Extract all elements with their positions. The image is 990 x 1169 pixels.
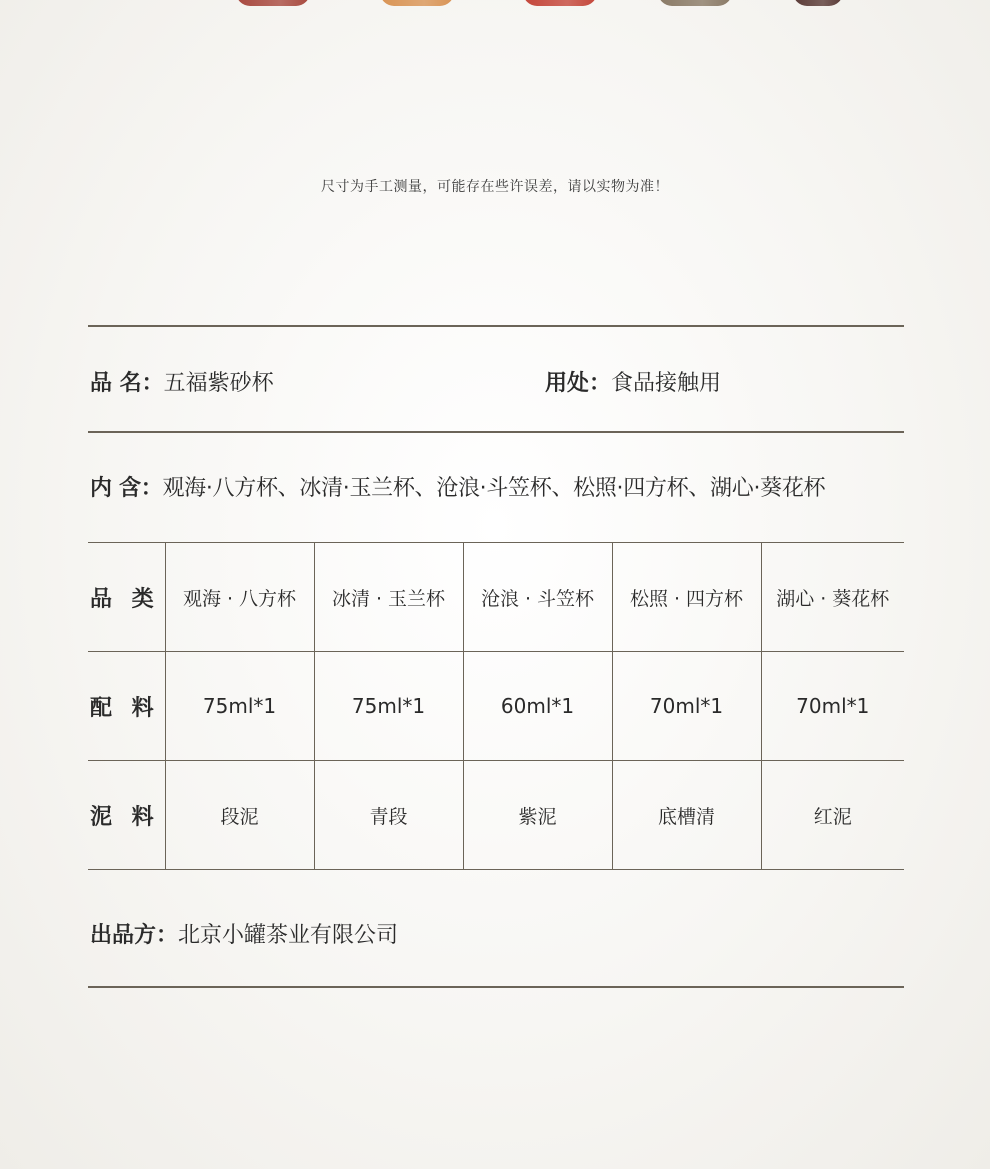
maker-row	[90, 918, 398, 949]
contents-row	[90, 471, 825, 502]
divider-line	[88, 431, 904, 433]
table-cell: 底槽清	[612, 761, 761, 870]
usage-value: 食品接触用	[611, 371, 722, 396]
table-cell: 75ml*1	[165, 652, 314, 761]
cup-image-huxin	[793, 0, 843, 6]
measurement-note: 尺寸为手工测量，可能存在些许误差，请以实物为准！	[321, 179, 669, 195]
contents-label: 内 含：	[90, 476, 163, 501]
cup-images-strip	[0, 0, 990, 12]
table-cell: 冰清 · 玉兰杯	[314, 543, 463, 652]
table-cell: 紫泥	[463, 761, 612, 870]
cup-image-songzhao	[658, 0, 732, 6]
table-cell: 70ml*1	[612, 652, 761, 761]
cup-image-guanhai	[236, 0, 310, 6]
cup-image-bingqing	[380, 0, 454, 6]
table-cell: 沧浪 · 斗笠杯	[463, 543, 612, 652]
product-name-value: 五福紫砂杯	[163, 371, 274, 396]
cup-image-canglang	[523, 0, 597, 6]
row-header-clay: 泥 料	[88, 761, 165, 870]
table-row-category	[88, 543, 904, 652]
table-row-ingredient	[88, 652, 904, 761]
row-header-category: 品 类	[88, 543, 165, 652]
table-cell: 红泥	[761, 761, 904, 870]
table-cell: 松照 · 四方杯	[612, 543, 761, 652]
table-cell: 观海 · 八方杯	[165, 543, 314, 652]
table-cell: 70ml*1	[761, 652, 904, 761]
table-cell: 湖心 · 葵花杯	[761, 543, 904, 652]
divider-line	[88, 986, 904, 988]
usage-label: 用处：	[545, 371, 612, 396]
maker-value: 北京小罐茶业有限公司	[178, 923, 399, 948]
usage-row	[545, 366, 721, 397]
spec-table	[88, 542, 904, 870]
table-cell: 青段	[314, 761, 463, 870]
contents-value: 观海·八方杯、冰清·玉兰杯、沧浪·斗笠杯、松照·四方杯、湖心·葵花杯	[162, 476, 826, 501]
product-name-row	[90, 366, 274, 397]
table-row-clay	[88, 761, 904, 870]
maker-label: 出品方：	[90, 923, 179, 948]
divider-line	[88, 325, 904, 327]
product-name-label: 品 名：	[90, 371, 164, 396]
table-cell: 段泥	[165, 761, 314, 870]
table-cell: 60ml*1	[463, 652, 612, 761]
table-cell: 75ml*1	[314, 652, 463, 761]
row-header-ingredient: 配 料	[88, 652, 165, 761]
